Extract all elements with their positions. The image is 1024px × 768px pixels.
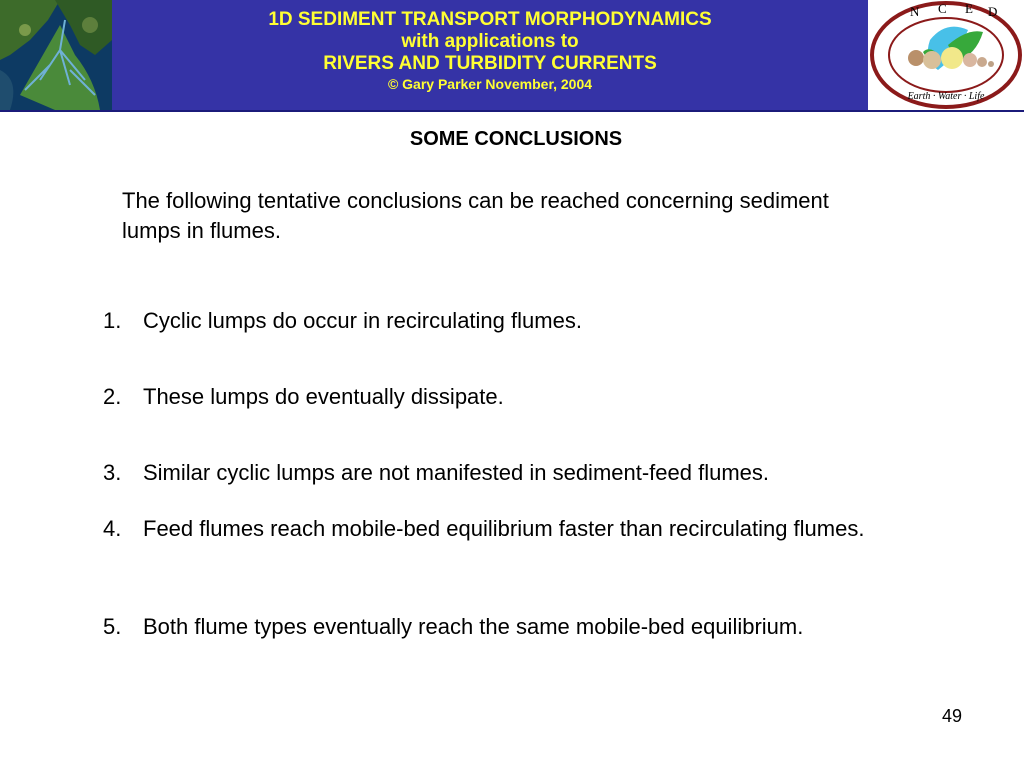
river-delta-icon	[0, 0, 112, 110]
conclusion-text: Similar cyclic lumps are not manifested in sediment-feed flumes.	[143, 460, 770, 485]
copyright: © Gary Parker November, 2004	[387, 76, 593, 92]
conclusion-item	[103, 306, 933, 336]
header-divider	[0, 110, 1024, 112]
conclusion-item	[103, 612, 933, 642]
course-title: 1D SEDIMENT TRANSPORT MORPHODYNAMICS	[268, 9, 712, 30]
logo-letter-e: E	[965, 1, 973, 16]
conclusion-number: 2.	[103, 384, 122, 409]
slide-title: SOME CONCLUSIONS	[409, 128, 623, 150]
logo-letter-d: D	[988, 4, 998, 19]
logo-motto: Earth · Water · Life	[907, 91, 985, 102]
slide-header	[0, 0, 1024, 112]
conclusion-item	[103, 514, 933, 544]
river-delta-image	[0, 0, 112, 110]
conclusion-number: 3.	[103, 460, 122, 485]
conclusion-text: These lumps do eventually dissipate.	[143, 384, 504, 409]
course-subtitle: with applications to	[401, 31, 579, 52]
page-number: 49	[941, 706, 962, 726]
conclusion-item	[103, 382, 933, 412]
conclusion-number: 1.	[103, 308, 122, 333]
course-topic: RIVERS AND TURBIDITY CURRENTS	[323, 53, 657, 74]
conclusion-text: Feed flumes reach mobile-bed equilibrium faster than recirculating flumes.	[143, 516, 865, 541]
logo-letter-c: C	[938, 1, 947, 16]
conclusion-text: Cyclic lumps do occur in recirculating flumes.	[143, 308, 582, 333]
logo-letter-n: N	[910, 4, 920, 19]
conclusion-number: 4.	[103, 516, 122, 541]
conclusion-number: 5.	[103, 614, 122, 639]
intro-paragraph: The following tentative conclusions can be reached concerning sediment lumps in flumes.	[122, 188, 829, 243]
title-band	[112, 0, 868, 110]
conclusion-item	[103, 458, 933, 488]
conclusion-text: Both flume types eventually reach the same mobile-bed equilibrium.	[143, 614, 804, 639]
nced-logo	[868, 0, 1024, 110]
